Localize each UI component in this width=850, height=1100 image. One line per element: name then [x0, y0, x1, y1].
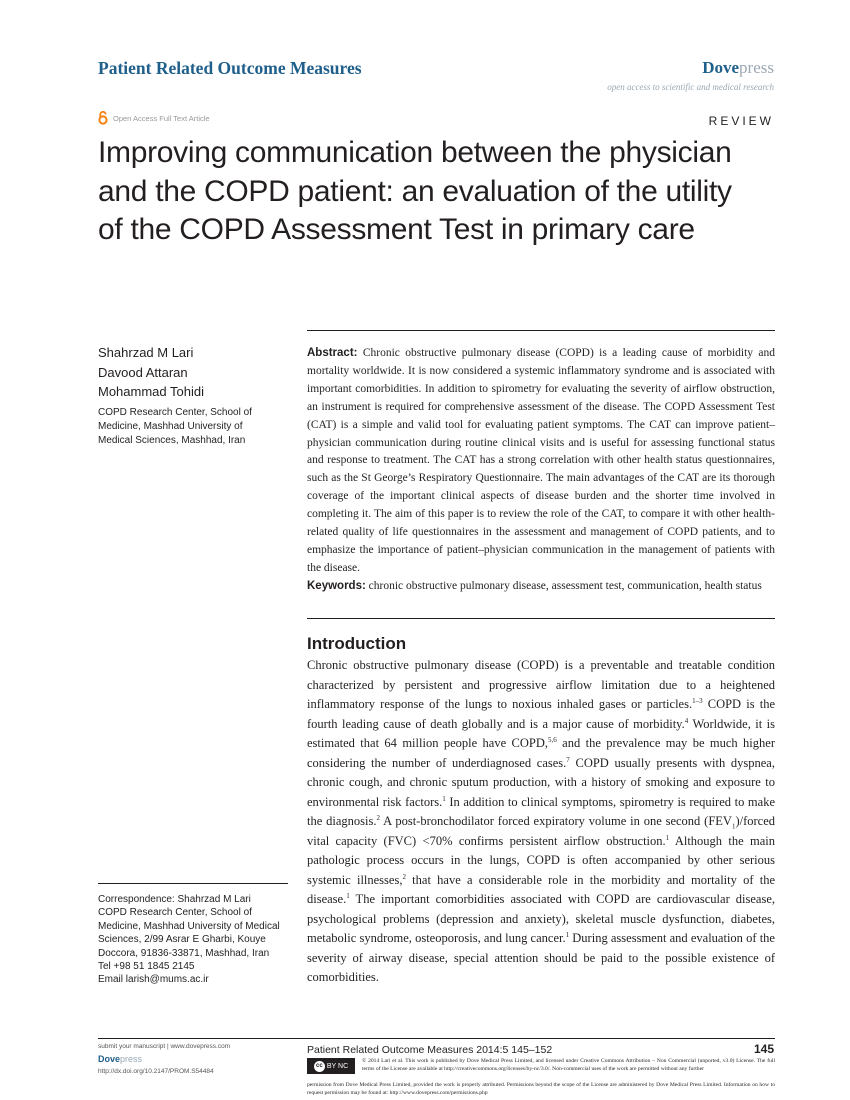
citation-ref[interactable]: 1: [346, 891, 350, 900]
citation-ref[interactable]: 2: [376, 813, 380, 822]
title-line-2: and the COPD patient: an evaluation of the utility: [98, 174, 732, 208]
journal-name: Patient Related Outcome Measures: [98, 58, 362, 78]
journal-citation: Patient Related Outcome Measures 2014:5 145–152: [307, 1044, 553, 1056]
introduction-body: Chronic obstructive pulmonary disease (COPD) is a preventable and treatable condition characterized by persistent and progressive airflow limitation due to a heightened inflammatory response of the lungs to noxious inhaled gases or particles.$^{1-3}$ COPD is the fourth leading cause of death globally and is a major cause of morbidity.$^4$ Worldwide, it is estimated that 64 million people have COPD,$^{5,6}$ and the prevalence may be much higher considering the number of underdiagnosed cases.$^7$ COPD usually presents with dyspnea, chronic cough, and chronic sputum production, with a history of smoking and exposure to environmental risk factors.$^1$ In addition to clinical symptoms, spirometry is required to make the diagnosis.$^2$ A post-bronchodilator forced expiratory volume in one second $(FEV_1)$/forced vital capacity (FVC) <70% confirms persistent airflow obstruction.$^1$ Although the main pathologic process occurs in the lungs, COPD is often accompanied by other serious systemic illnesses,$^2$ that have a considerable role in the morbidity and mortality of the disease.$^1$ The important comorbidities associated with COPD are cardiovascular disease, psychological problems (depression and anxiety), skeletal muscle dysfunction, diabetes, metabolic syndrome, osteoporosis, and lung cancer.$^1$ During assessment and evaluation of the severity of airway disease, special attention should be paid to the possible existence of comorbidities.: [307, 658, 776, 984]
author-name: Shahrzad M Lari: [98, 345, 194, 360]
correspondence-line: Tel +98 51 1845 2145: [98, 961, 195, 973]
citation-ref[interactable]: 5,6: [548, 735, 557, 744]
author-name: Mohammad Tohidi: [98, 384, 204, 399]
footer-brand[interactable]: Dovepress: [98, 1054, 143, 1064]
title-line-3: of the COPD Assessment Test in primary care: [98, 213, 695, 246]
abstract: [307, 345, 775, 578]
doi-link[interactable]: http://dx.doi.org/10.2147/PROM.S54484: [98, 1068, 214, 1075]
affiliation-line: Medical Sciences, Mashhad, Iran: [98, 435, 246, 446]
section-type: REVIEW: [708, 114, 774, 128]
brand-part-press: press: [739, 58, 774, 77]
correspondence-rule: [98, 883, 288, 884]
citation-ref[interactable]: 7: [566, 755, 570, 764]
abstract-bottom-rule: [307, 618, 775, 619]
correspondence-line: COPD Research Center, School of: [98, 907, 252, 919]
keywords: [307, 578, 775, 596]
affiliation-line: Medicine, Mashhad University of: [98, 421, 243, 432]
affiliation-line: COPD Research Center, School of: [98, 407, 252, 418]
open-access-row: [98, 111, 210, 125]
keywords-text: chronic obstructive pulmonary disease, assessment test, communication, health status: [368, 580, 762, 592]
correspondence: [98, 893, 288, 987]
author-list: [98, 343, 204, 402]
brand-part-dove: Dove: [702, 58, 740, 77]
license-text-continued: permission from Dove Medical Press Limited, provided the work is properly attributed. Permissions beyond the scope of the License are administered by Dove Medical Press Limited. Information on how to request permission may be found at: http://www.dovepress.com/permissions.php: [307, 1082, 775, 1097]
citation-ref[interactable]: 1: [565, 930, 570, 939]
footer-rule: [98, 1038, 775, 1039]
cc-license-badge[interactable]: cc BY NC: [307, 1058, 355, 1074]
publisher-tagline: open access to scientific and medical research: [607, 82, 774, 92]
correspondence-line: Medicine, Mashhad University of Medical: [98, 920, 280, 932]
correspondence-line: Correspondence: Shahrzad M Lari: [98, 894, 251, 905]
citation-ref[interactable]: 4: [684, 716, 689, 725]
license-text: © 2014 Lari et al. This work is published by Dove Medical Press Limited, and licensed under Creative Commons Attribution – Non Commercial (unported, v3.0) License. The full terms of the License are available at http://creativecommons.org/licenses/by-nc/3.0/. Non-commercial uses of the work are permitted without any further: [362, 1058, 775, 1073]
title-line-1: Improving communication between the physician: [98, 136, 732, 169]
page-number: 145: [753, 1042, 774, 1056]
footer-left: [98, 1043, 230, 1075]
cc-icon: cc: [314, 1061, 325, 1072]
citation-ref[interactable]: 1: [442, 794, 446, 803]
correspondence-line: Doccora, 91836-33871, Mashhad, Iran: [98, 947, 270, 959]
citation-ref[interactable]: 2: [402, 872, 406, 881]
correspondence-email[interactable]: Email larish@mums.ac.ir: [98, 974, 209, 986]
submit-manuscript-link[interactable]: submit your manuscript | www.dovepress.com: [98, 1043, 231, 1050]
publisher-logo[interactable]: [702, 58, 774, 78]
citation-ref[interactable]: 1–3: [692, 696, 703, 705]
introduction-heading: Introduction: [307, 634, 407, 653]
abstract-label: Abstract:: [307, 347, 358, 359]
keywords-label: Keywords:: [307, 580, 366, 592]
citation-ref[interactable]: 1: [665, 833, 670, 842]
article-title: [98, 134, 788, 250]
fev-subscript: 1: [731, 822, 736, 831]
correspondence-line: Sciences, 2/99 Asrar E Gharbi, Kouye: [98, 934, 266, 946]
abstract-top-rule: [307, 330, 775, 331]
affiliation: [98, 406, 288, 448]
open-access-label: Open Access Full Text Article: [113, 113, 210, 123]
open-access-icon: [98, 111, 108, 125]
abstract-text: Chronic obstructive pulmonary disease (COPD) is a leading cause of morbidity and mortality worldwide. It is now considered a systemic inflammatory syndrome and is associated with important comorbidities. In addition to spirometry for evaluating the severity of airflow obstruction, an instrument is required for comprehensive assessment of the disease. The COPD Assessment Test (CAT) is a simple and valid tool for evaluating patient symptoms. The CAT can improve patient–physician communication during routine clinical visits and is useful for assessing functional status and response to treatment. The CAT has a strong correlation with other health status questionnaires, such as the St George’s Respiratory Questionnaire. The main advantages of the CAT are its thorough coverage of the important clinical aspects of disease burden and the shorter time involved in completing it. The aim of this paper is to review the role of the CAT, to compare it with other health-related quality of life questionnaires in the assessment and management of COPD patients, and to emphasize the importance of patient–physician communication in the management of patients with the disease.: [307, 347, 775, 574]
author-name: Davood Attaran: [98, 364, 188, 380]
